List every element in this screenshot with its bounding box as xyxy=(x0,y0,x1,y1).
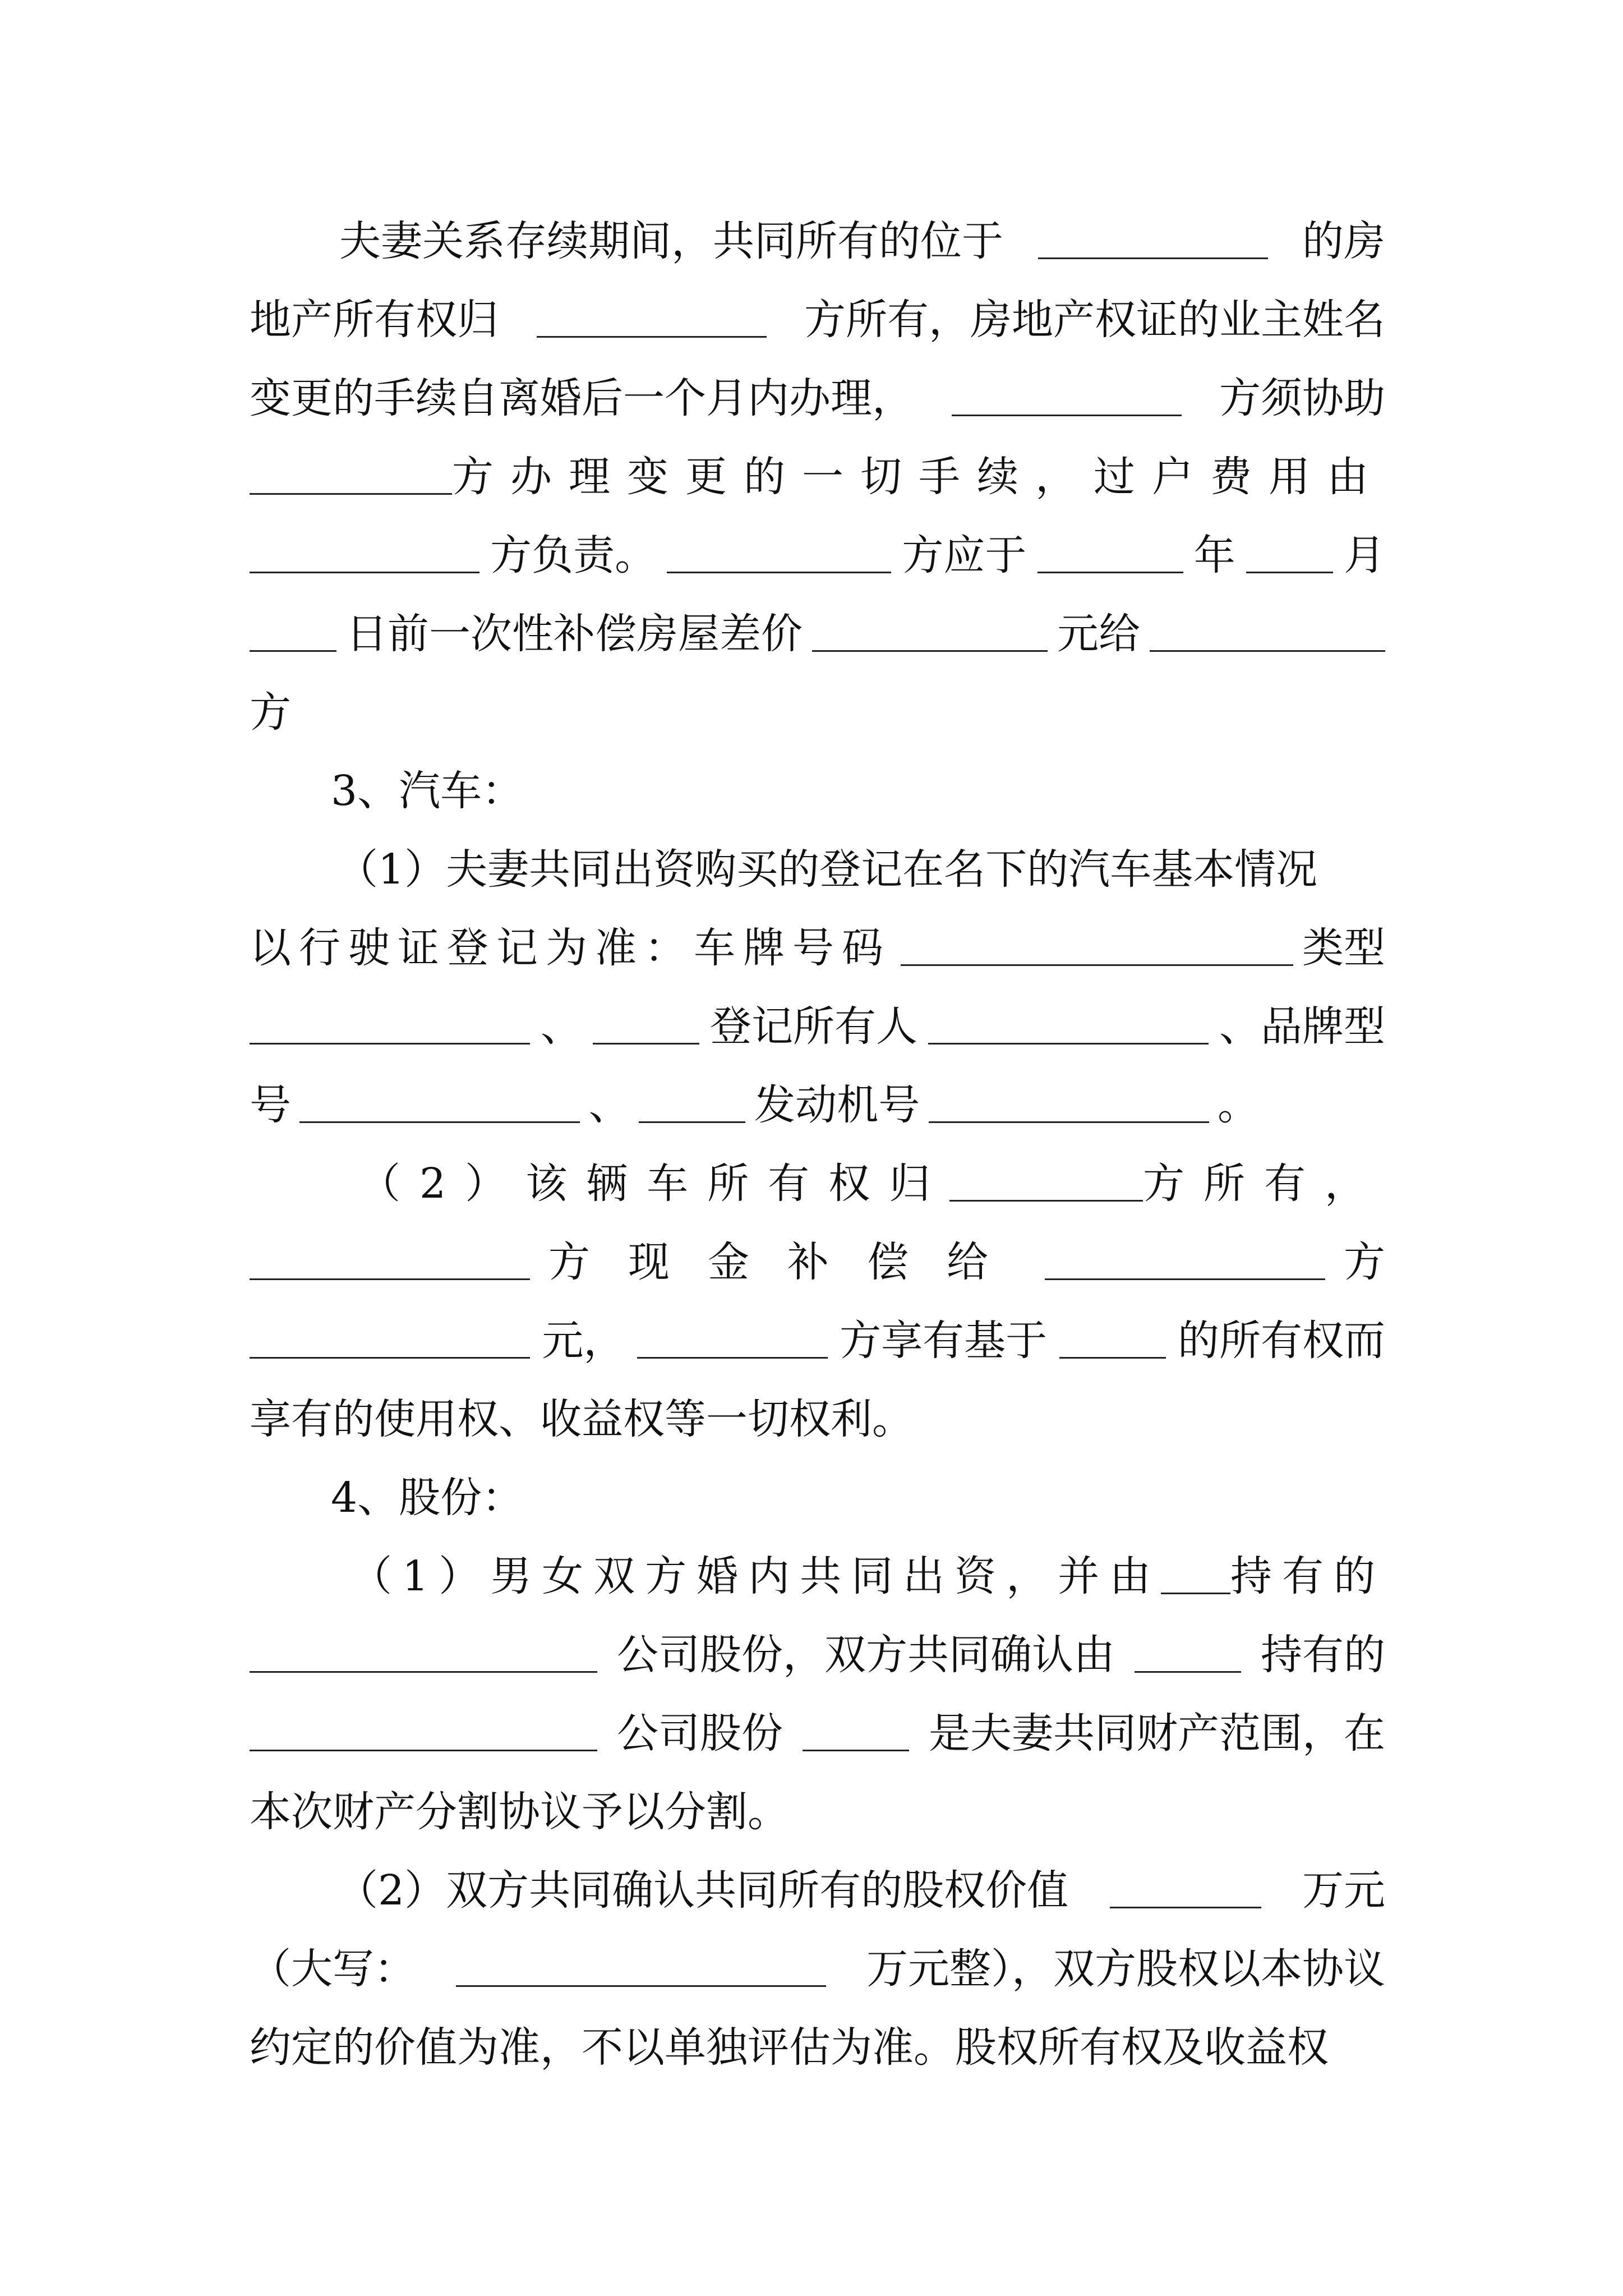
fill-blank[interactable] xyxy=(1135,1637,1241,1673)
text-segment: 年 xyxy=(1193,531,1235,579)
text-segment: （大写： xyxy=(250,1945,416,1993)
paragraph-line xyxy=(250,914,1385,982)
paragraph-line xyxy=(336,1857,1385,1924)
paragraph-line xyxy=(250,2014,1385,2081)
text-segment: 方须协助 xyxy=(1219,374,1385,422)
text-segment: 方办理变更的一切手续，过户费用由 xyxy=(452,453,1385,501)
text-segment: 元， xyxy=(542,1317,625,1365)
text-segment: 4、股份： xyxy=(331,1474,524,1522)
text-segment: 3、汽车： xyxy=(331,767,524,815)
text-segment: 以行驶证登记为准：车牌号码 xyxy=(250,924,891,972)
fill-blank[interactable] xyxy=(803,1716,909,1751)
text-segment: 本次财产分割协议予以分割。 xyxy=(250,1788,789,1836)
text-segment: 登记所有人 xyxy=(710,1002,917,1051)
section-heading xyxy=(331,1464,1385,1531)
text-segment: （1）夫妻共同出资购买的登记在名下的汽车基本情况 xyxy=(336,845,1318,894)
paragraph-line xyxy=(250,1778,1385,1846)
paragraph-line xyxy=(250,365,1385,432)
text-segment: 方 xyxy=(1344,1238,1385,1286)
text-segment: 夫妻关系存续期间，共同所有的位于 xyxy=(339,217,1003,265)
paragraph-line xyxy=(351,1543,1385,1610)
text-segment: 的所有权而 xyxy=(1177,1317,1385,1365)
paragraph-line xyxy=(250,1935,1385,2003)
text-segment: 享有的使用权、收益权等一切权利。 xyxy=(250,1395,914,1443)
text-segment: 。 xyxy=(1217,1081,1259,1129)
paragraph-line xyxy=(336,836,1385,903)
fill-blank[interactable] xyxy=(537,302,767,338)
text-segment: （2）该辆车所有权归 xyxy=(359,1159,950,1208)
fill-blank[interactable] xyxy=(1045,1245,1325,1280)
text-segment: 约定的价值为准，不以单独评估为准。股权所有权及收益权 xyxy=(250,2023,1329,2072)
paragraph-line xyxy=(250,993,1385,1060)
fill-blank[interactable] xyxy=(928,1009,1209,1045)
paragraph-line xyxy=(250,286,1385,353)
text-segment: （1）男女双方婚内共同出资，并由 xyxy=(351,1552,1161,1600)
fill-blank[interactable] xyxy=(1110,1873,1261,1908)
fill-blank[interactable] xyxy=(250,538,479,573)
text-segment: 、 xyxy=(541,1002,582,1051)
fill-blank[interactable] xyxy=(250,459,452,495)
fill-blank[interactable] xyxy=(456,1952,826,1987)
text-segment: （2）双方共同确认共同所有的股权价值 xyxy=(336,1866,1069,1915)
fill-blank[interactable] xyxy=(250,616,336,652)
fill-blank[interactable] xyxy=(901,931,1293,966)
section-heading xyxy=(331,757,1385,825)
fill-blank[interactable] xyxy=(250,1637,597,1673)
text-segment: 方 xyxy=(250,688,291,737)
text-segment: 、 xyxy=(588,1081,630,1129)
fill-blank[interactable] xyxy=(667,538,891,573)
text-segment: 地产所有权归 xyxy=(250,296,499,344)
fill-blank[interactable] xyxy=(1059,1323,1166,1359)
text-segment: 方应于 xyxy=(902,531,1027,579)
text-segment: 公司股份 xyxy=(617,1709,783,1757)
fill-blank[interactable] xyxy=(639,1088,745,1123)
text-segment: 持有的 xyxy=(1230,1552,1385,1600)
paragraph-line xyxy=(359,1150,1385,1217)
text-segment: 变更的手续自离婚后一个月内办理， xyxy=(250,374,914,422)
fill-blank[interactable] xyxy=(637,1323,828,1359)
fill-blank[interactable] xyxy=(949,1166,1143,1202)
fill-blank[interactable] xyxy=(1038,224,1268,259)
text-segment: 方现金补偿给 xyxy=(548,1238,1026,1286)
paragraph-line xyxy=(339,208,1385,275)
text-segment: 万元 xyxy=(1302,1866,1385,1915)
fill-blank[interactable] xyxy=(250,1245,530,1280)
fill-blank[interactable] xyxy=(1246,538,1333,573)
fill-blank[interactable] xyxy=(1161,1559,1230,1594)
text-segment: 元给 xyxy=(1057,610,1140,658)
paragraph-line xyxy=(250,443,1385,510)
text-segment: 万元整），双方股权以本协议 xyxy=(866,1945,1385,1993)
fill-blank[interactable] xyxy=(952,381,1182,416)
text-segment: 是夫妻共同财产范围，在 xyxy=(929,1709,1385,1757)
text-segment: 发动机号 xyxy=(754,1081,920,1129)
text-segment: 类型 xyxy=(1302,924,1385,972)
text-segment: 月 xyxy=(1343,531,1385,579)
text-segment: 公司股份，双方共同确认由 xyxy=(617,1631,1115,1679)
fill-blank[interactable] xyxy=(250,1323,530,1359)
fill-blank[interactable] xyxy=(593,1009,699,1045)
text-segment: 方所有，房地产权证的业主姓名 xyxy=(804,296,1385,344)
paragraph-line xyxy=(250,1071,1259,1139)
text-segment: 持有的 xyxy=(1261,1631,1385,1679)
text-segment: 号 xyxy=(250,1081,291,1129)
text-segment: 方负责。 xyxy=(490,531,657,579)
fill-blank[interactable] xyxy=(812,616,1048,652)
text-segment: 日前一次性补偿房屋差价 xyxy=(346,610,803,658)
paragraph-line xyxy=(250,1386,1385,1453)
fill-blank[interactable] xyxy=(299,1088,580,1123)
paragraph-line xyxy=(250,679,1385,746)
fill-blank[interactable] xyxy=(250,1009,530,1045)
text-segment: 方享有基于 xyxy=(840,1317,1048,1365)
paragraph-line xyxy=(250,1621,1385,1688)
fill-blank[interactable] xyxy=(1038,538,1183,573)
paragraph-line xyxy=(250,1228,1385,1296)
text-segment: 的房 xyxy=(1302,217,1385,265)
paragraph-line xyxy=(250,1307,1385,1374)
fill-blank[interactable] xyxy=(929,1088,1209,1123)
paragraph-line xyxy=(250,600,1385,668)
text-segment: 、品牌型 xyxy=(1219,1002,1385,1051)
fill-blank[interactable] xyxy=(1150,616,1385,652)
text-segment: 方所有， xyxy=(1143,1159,1385,1208)
paragraph-line xyxy=(250,522,1385,589)
paragraph-line xyxy=(250,1700,1385,1767)
fill-blank[interactable] xyxy=(250,1716,597,1751)
